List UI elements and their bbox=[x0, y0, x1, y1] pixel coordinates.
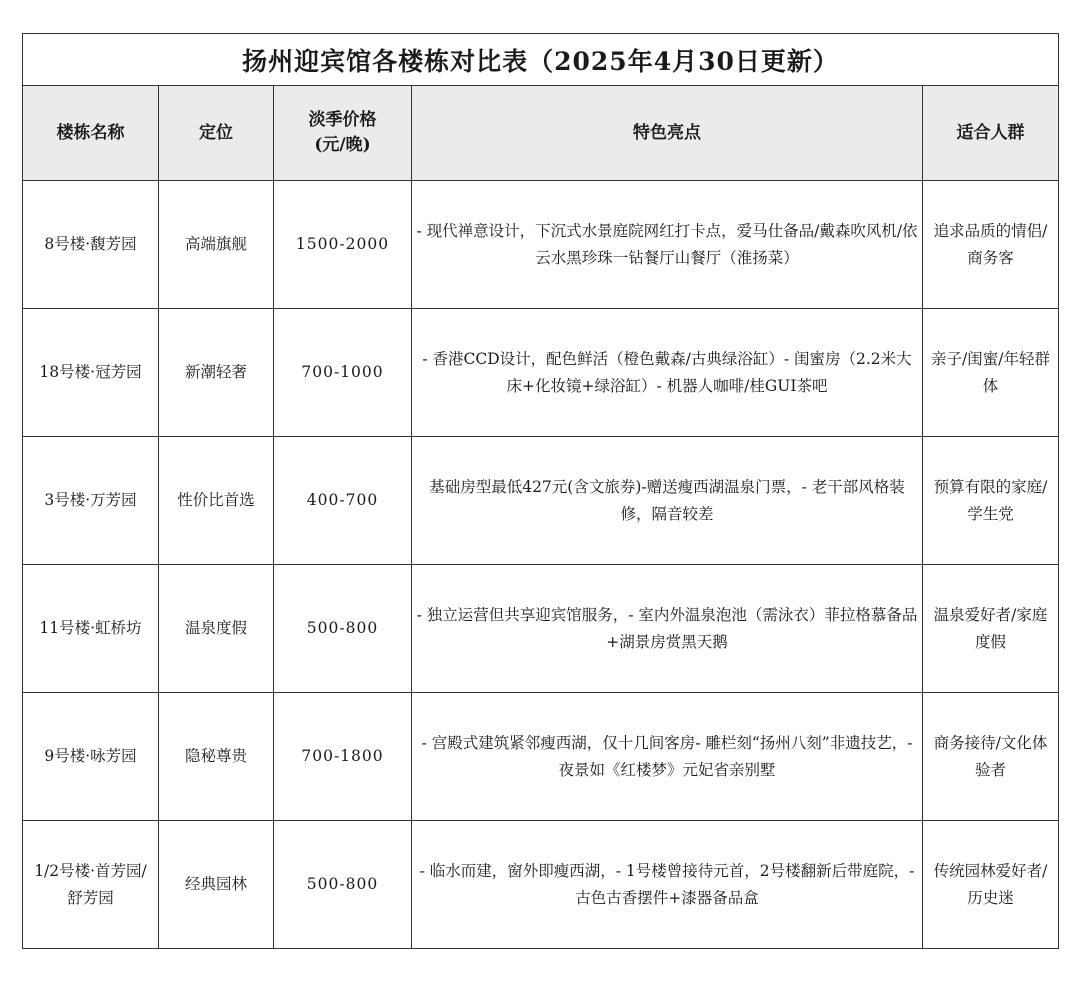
cell-price: 400-700 bbox=[274, 437, 412, 565]
cell-price: 700-1800 bbox=[274, 693, 412, 821]
table-row bbox=[23, 565, 1059, 693]
cell-position: 温泉度假 bbox=[159, 565, 274, 693]
table-row bbox=[23, 821, 1059, 949]
cell-name: 9号楼·咏芳园 bbox=[23, 693, 159, 821]
cell-features: 基础房型最低427元(含文旅券)-赠送瘦西湖温泉门票，- 老干部风格装修，隔音较差 bbox=[412, 437, 923, 565]
cell-audience: 预算有限的家庭/学生党 bbox=[923, 437, 1059, 565]
header-price-line2: (元/晚) bbox=[314, 135, 371, 155]
header-row bbox=[23, 86, 1059, 181]
table-row bbox=[23, 693, 1059, 821]
header-price-line1: 淡季价格 bbox=[308, 110, 377, 130]
cell-price: 500-800 bbox=[274, 565, 412, 693]
header-position: 定位 bbox=[159, 86, 274, 181]
cell-audience: 传统园林爱好者/历史迷 bbox=[923, 821, 1059, 949]
cell-features: - 宫殿式建筑紧邻瘦西湖，仅十几间客房- 雕栏刻“扬州八刻”非遗技艺，- 夜景如《红楼梦》元妃省亲别墅 bbox=[412, 693, 923, 821]
cell-name: 18号楼·冠芳园 bbox=[23, 309, 159, 437]
header-name: 楼栋名称 bbox=[23, 86, 159, 181]
cell-name: 8号楼·馥芳园 bbox=[23, 181, 159, 309]
cell-position: 性价比首选 bbox=[159, 437, 274, 565]
cell-features: - 香港CCD设计，配色鲜活（橙色戴森/古典绿浴缸）- 闺蜜房（2.2米大床+化妆镜+绿浴缸）- 机器人咖啡/桂GUI茶吧 bbox=[412, 309, 923, 437]
cell-name: 11号楼·虹桥坊 bbox=[23, 565, 159, 693]
title-row bbox=[23, 34, 1059, 86]
cell-price: 700-1000 bbox=[274, 309, 412, 437]
cell-price: 500-800 bbox=[274, 821, 412, 949]
cell-features: - 现代禅意设计，下沉式水景庭院网红打卡点，爱马仕备品/戴森吹风机/依云水黑珍珠一钻餐厅山餐厅（淮扬菜） bbox=[412, 181, 923, 309]
table-row bbox=[23, 309, 1059, 437]
cell-name: 1/2号楼·首芳园/舒芳园 bbox=[23, 821, 159, 949]
cell-name: 3号楼·万芳园 bbox=[23, 437, 159, 565]
cell-audience: 温泉爱好者/家庭度假 bbox=[923, 565, 1059, 693]
cell-audience: 亲子/闺蜜/年轻群体 bbox=[923, 309, 1059, 437]
cell-position: 隐秘尊贵 bbox=[159, 693, 274, 821]
cell-audience: 追求品质的情侣/商务客 bbox=[923, 181, 1059, 309]
cell-features: - 独立运营但共享迎宾馆服务，- 室内外温泉泡池（需泳衣）菲拉格慕备品+湖景房赏黑天鹅 bbox=[412, 565, 923, 693]
header-features: 特色亮点 bbox=[412, 86, 923, 181]
header-price bbox=[274, 86, 412, 181]
cell-audience: 商务接待/文化体验者 bbox=[923, 693, 1059, 821]
cell-position: 新潮轻奢 bbox=[159, 309, 274, 437]
table-row bbox=[23, 437, 1059, 565]
comparison-table bbox=[22, 33, 1059, 949]
table-row bbox=[23, 181, 1059, 309]
cell-position: 经典园林 bbox=[159, 821, 274, 949]
cell-features: - 临水而建，窗外即瘦西湖，- 1号楼曾接待元首，2号楼翻新后带庭院，- 古色古香摆件+漆器备品盒 bbox=[412, 821, 923, 949]
header-audience: 适合人群 bbox=[923, 86, 1059, 181]
table-title: 扬州迎宾馆各楼栋对比表（2025年4月30日更新） bbox=[23, 34, 1059, 86]
cell-price: 1500-2000 bbox=[274, 181, 412, 309]
cell-position: 高端旗舰 bbox=[159, 181, 274, 309]
